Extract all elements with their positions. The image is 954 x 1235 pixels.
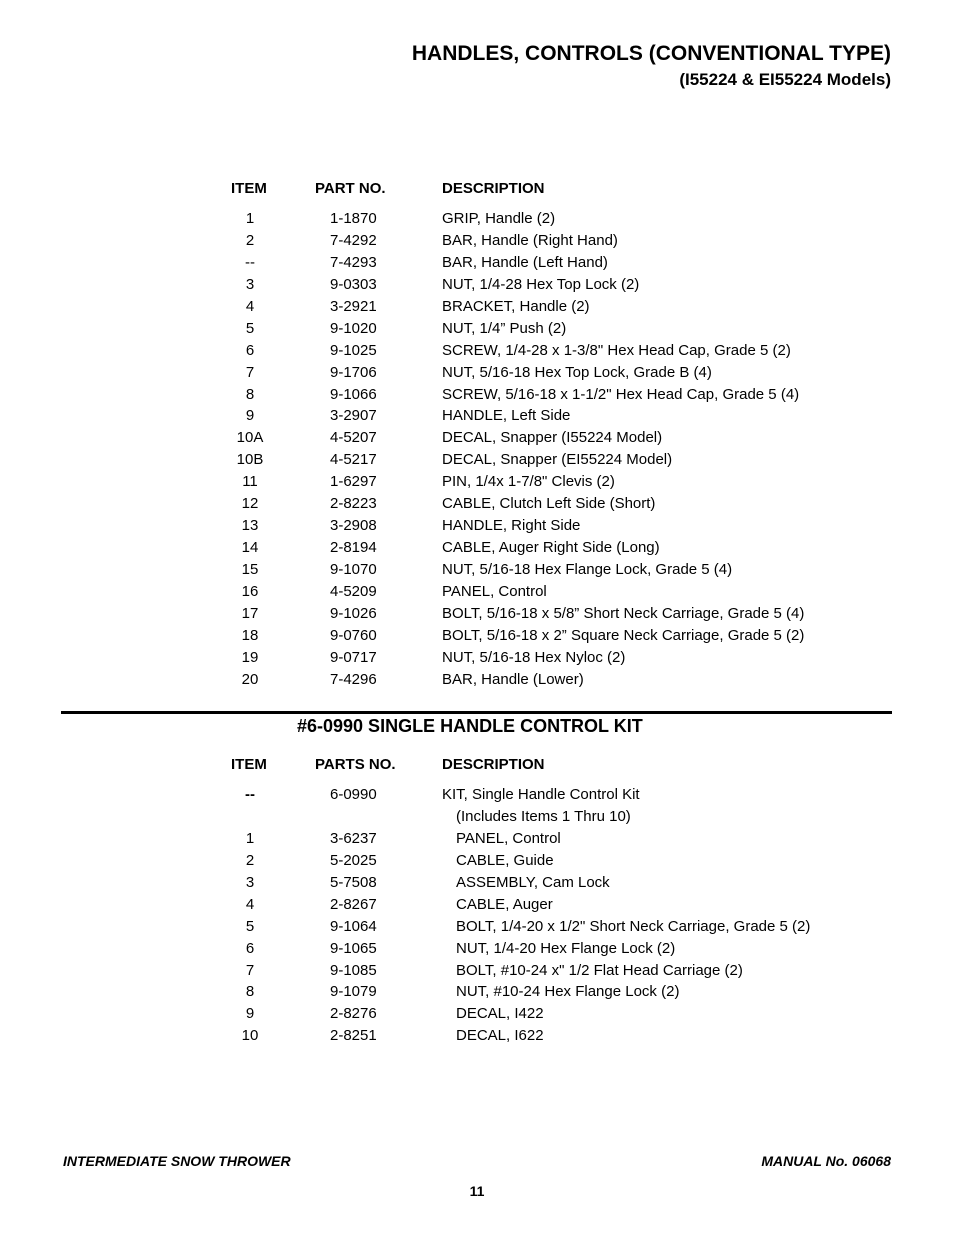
table-row <box>0 342 954 364</box>
footer-manual-number: MANUAL No. 06068 <box>761 1153 891 1169</box>
row-item: 16 <box>241 582 259 600</box>
row-item: 20 <box>241 670 259 688</box>
row-part-number: 7-4293 <box>330 253 377 271</box>
row-description: BRACKET, Handle (2) <box>442 297 590 315</box>
row-description: NUT, 5/16-18 Hex Flange Lock, Grade 5 (4) <box>442 561 733 578</box>
row-part-number: 9-1706 <box>330 363 377 381</box>
row-description: GRIP, Handle (2) <box>442 210 556 227</box>
row-item: -- <box>245 786 255 803</box>
table-row <box>0 896 954 918</box>
row-item: 4 <box>245 895 255 913</box>
row-part-number: 2-8223 <box>330 495 377 513</box>
row-part-number: 1-1870 <box>330 210 377 227</box>
row-item: 7 <box>245 363 255 381</box>
table-row <box>0 830 954 852</box>
row-description: SCREW, 1/4-28 x 1-3/8" Hex Head Cap, Grade 5 (2) <box>442 341 791 359</box>
parts-rows <box>0 210 954 693</box>
table-row <box>0 983 954 1005</box>
row-part-number: 5-2025 <box>330 851 377 869</box>
table-row <box>0 320 954 342</box>
table-row <box>0 473 954 495</box>
row-description: HANDLE, Right Side <box>442 517 581 535</box>
row-part-number: 3-2907 <box>330 407 377 425</box>
table-row <box>0 451 954 473</box>
row-part-number: 3-2921 <box>330 297 377 315</box>
row-part-number: 2-8276 <box>330 1005 377 1023</box>
row-description: DECAL, Snapper (I55224 Model) <box>442 429 663 447</box>
row-description: BOLT, 5/16-18 x 5/8” Short Neck Carriage, Grade 5 (4) <box>442 604 805 622</box>
row-description: NUT, #10-24 Hex Flange Lock (2) <box>456 983 680 1001</box>
row-description: ASSEMBLY, Cam Lock <box>456 873 610 891</box>
row-item: 12 <box>241 495 259 513</box>
row-description: SCREW, 5/16-18 x 1-1/2" Hex Head Cap, Grade 5 (4) <box>442 385 800 403</box>
row-item: 18 <box>241 626 259 644</box>
row-part-number: 5-7508 <box>330 873 377 891</box>
row-description: PANEL, Control <box>456 829 561 847</box>
row-description: PIN, 1/4x 1-7/8" Clevis (2) <box>442 473 615 491</box>
kit-header-desc: DESCRIPTION <box>442 756 545 773</box>
table-row <box>0 298 954 320</box>
row-part-number: 1-6297 <box>330 473 377 491</box>
row-item: 6 <box>245 939 255 957</box>
row-part-number: 7-4296 <box>330 670 377 688</box>
table-row <box>0 276 954 298</box>
row-item: 5 <box>245 319 255 337</box>
row-description: NUT, 5/16-18 Hex Nyloc (2) <box>442 648 626 666</box>
row-part-number: 9-1070 <box>330 561 377 578</box>
row-part-number: 3-2908 <box>330 517 377 535</box>
page-subtitle: (I55224 & EI55224 Models) <box>679 70 891 89</box>
row-description: (Includes Items 1 Thru 10) <box>456 807 631 825</box>
row-item: 6 <box>245 341 255 359</box>
parts-header-desc: DESCRIPTION <box>442 180 545 197</box>
row-item: 10 <box>241 1027 259 1045</box>
row-item: 11 <box>242 473 258 491</box>
row-item: 8 <box>245 983 255 1001</box>
row-item: 2 <box>245 231 255 249</box>
row-part-number: 2-8267 <box>330 895 377 913</box>
row-description: HANDLE, Left Side <box>442 407 571 425</box>
row-part-number: 9-0717 <box>330 648 377 666</box>
row-item: 4 <box>245 297 255 315</box>
table-row <box>0 539 954 561</box>
table-row <box>0 1005 954 1027</box>
row-item: 17 <box>241 604 259 622</box>
row-description: DECAL, Snapper (EI55224 Model) <box>442 451 673 469</box>
row-part-number: 4-5209 <box>330 582 377 600</box>
row-description: BAR, Handle (Left Hand) <box>442 253 608 271</box>
row-item: 15 <box>241 561 259 578</box>
table-row <box>0 232 954 254</box>
row-description: CABLE, Auger <box>456 895 553 913</box>
row-item: 1 <box>245 829 255 847</box>
row-part-number: 9-1085 <box>330 961 377 979</box>
row-item: 2 <box>245 851 255 869</box>
row-item: 1 <box>245 210 255 227</box>
row-description: NUT, 1/4-20 Hex Flange Lock (2) <box>456 939 676 957</box>
row-description: DECAL, I422 <box>456 1005 544 1023</box>
row-item: 19 <box>241 648 259 666</box>
row-description: NUT, 1/4” Push (2) <box>442 319 567 337</box>
row-description: BOLT, 5/16-18 x 2” Square Neck Carriage, Grade 5 (2) <box>442 626 805 644</box>
row-item: 7 <box>245 961 255 979</box>
row-part-number: 9-1020 <box>330 319 377 337</box>
kit-title: #6-0990 SINGLE HANDLE CONTROL KIT <box>297 716 643 736</box>
row-description: KIT, Single Handle Control Kit <box>442 786 640 803</box>
row-description: BOLT, #10-24 x" 1/2 Flat Head Carriage (2) <box>456 961 743 979</box>
row-item: 3 <box>245 275 255 293</box>
row-description: DECAL, I622 <box>456 1027 544 1045</box>
row-part-number: 3-6237 <box>330 829 377 847</box>
row-part-number: 4-5217 <box>330 451 377 469</box>
row-description: BAR, Handle (Lower) <box>442 670 584 688</box>
row-part-number: 4-5207 <box>330 429 377 447</box>
row-part-number: 9-1064 <box>330 917 377 935</box>
table-row <box>0 517 954 539</box>
table-row <box>0 649 954 671</box>
page-title: HANDLES, CONTROLS (CONVENTIONAL TYPE) <box>411 42 891 65</box>
row-description: NUT, 1/4-28 Hex Top Lock (2) <box>442 275 640 293</box>
table-row <box>0 627 954 649</box>
table-row <box>0 874 954 896</box>
row-part-number: 9-1065 <box>330 939 377 957</box>
table-row <box>0 583 954 605</box>
row-description: BAR, Handle (Right Hand) <box>442 231 618 249</box>
table-row <box>0 918 954 940</box>
parts-header-item: ITEM <box>231 180 267 197</box>
row-part-number: 9-1026 <box>330 604 377 622</box>
row-part-number: 9-1066 <box>330 385 377 403</box>
row-part-number: 9-1079 <box>330 983 377 1001</box>
table-row <box>0 1027 954 1049</box>
row-description: PANEL, Control <box>442 582 547 600</box>
row-part-number: 7-4292 <box>330 231 377 249</box>
row-part-number: 9-0760 <box>330 626 377 644</box>
row-description: NUT, 5/16-18 Hex Top Lock, Grade B (4) <box>442 363 712 381</box>
kit-rows <box>0 786 954 1049</box>
row-item: -- <box>245 253 255 271</box>
row-part-number: 9-0303 <box>330 275 377 293</box>
row-part-number: 9-1025 <box>330 341 377 359</box>
table-row <box>0 429 954 451</box>
row-item: 14 <box>241 539 259 557</box>
row-description: BOLT, 1/4-20 x 1/2" Short Neck Carriage, Grade 5 (2) <box>456 917 811 935</box>
table-row <box>0 561 954 583</box>
table-row <box>0 808 954 830</box>
row-part-number: 6-0990 <box>330 786 377 803</box>
row-item: 3 <box>245 873 255 891</box>
row-part-number: 2-8251 <box>330 1027 377 1045</box>
row-item: 5 <box>245 917 255 935</box>
table-row <box>0 605 954 627</box>
table-row <box>0 364 954 386</box>
table-row <box>0 495 954 517</box>
row-part-number: 2-8194 <box>330 539 377 557</box>
row-item: 9 <box>245 1005 255 1023</box>
row-description: CABLE, Guide <box>456 851 554 869</box>
footer-title: INTERMEDIATE SNOW THROWER <box>63 1153 291 1169</box>
table-row <box>0 940 954 962</box>
parts-header-part: PART NO. <box>315 180 386 197</box>
kit-header-item: ITEM <box>231 756 267 773</box>
row-item: 13 <box>241 517 259 535</box>
row-item: 10A <box>236 429 264 447</box>
table-row <box>0 786 954 808</box>
page-number: 11 <box>469 1183 485 1199</box>
table-row <box>0 852 954 874</box>
row-item: 10B <box>236 451 264 469</box>
table-row <box>0 407 954 429</box>
table-row <box>0 962 954 984</box>
row-item: 9 <box>245 407 255 425</box>
table-row <box>0 254 954 276</box>
kit-header-part: PARTS NO. <box>315 756 396 773</box>
row-description: CABLE, Clutch Left Side (Short) <box>442 495 656 513</box>
row-item: 8 <box>245 385 255 403</box>
section-divider <box>61 711 892 714</box>
table-row <box>0 210 954 232</box>
row-description: CABLE, Auger Right Side (Long) <box>442 539 660 557</box>
table-row <box>0 671 954 693</box>
table-row <box>0 386 954 408</box>
